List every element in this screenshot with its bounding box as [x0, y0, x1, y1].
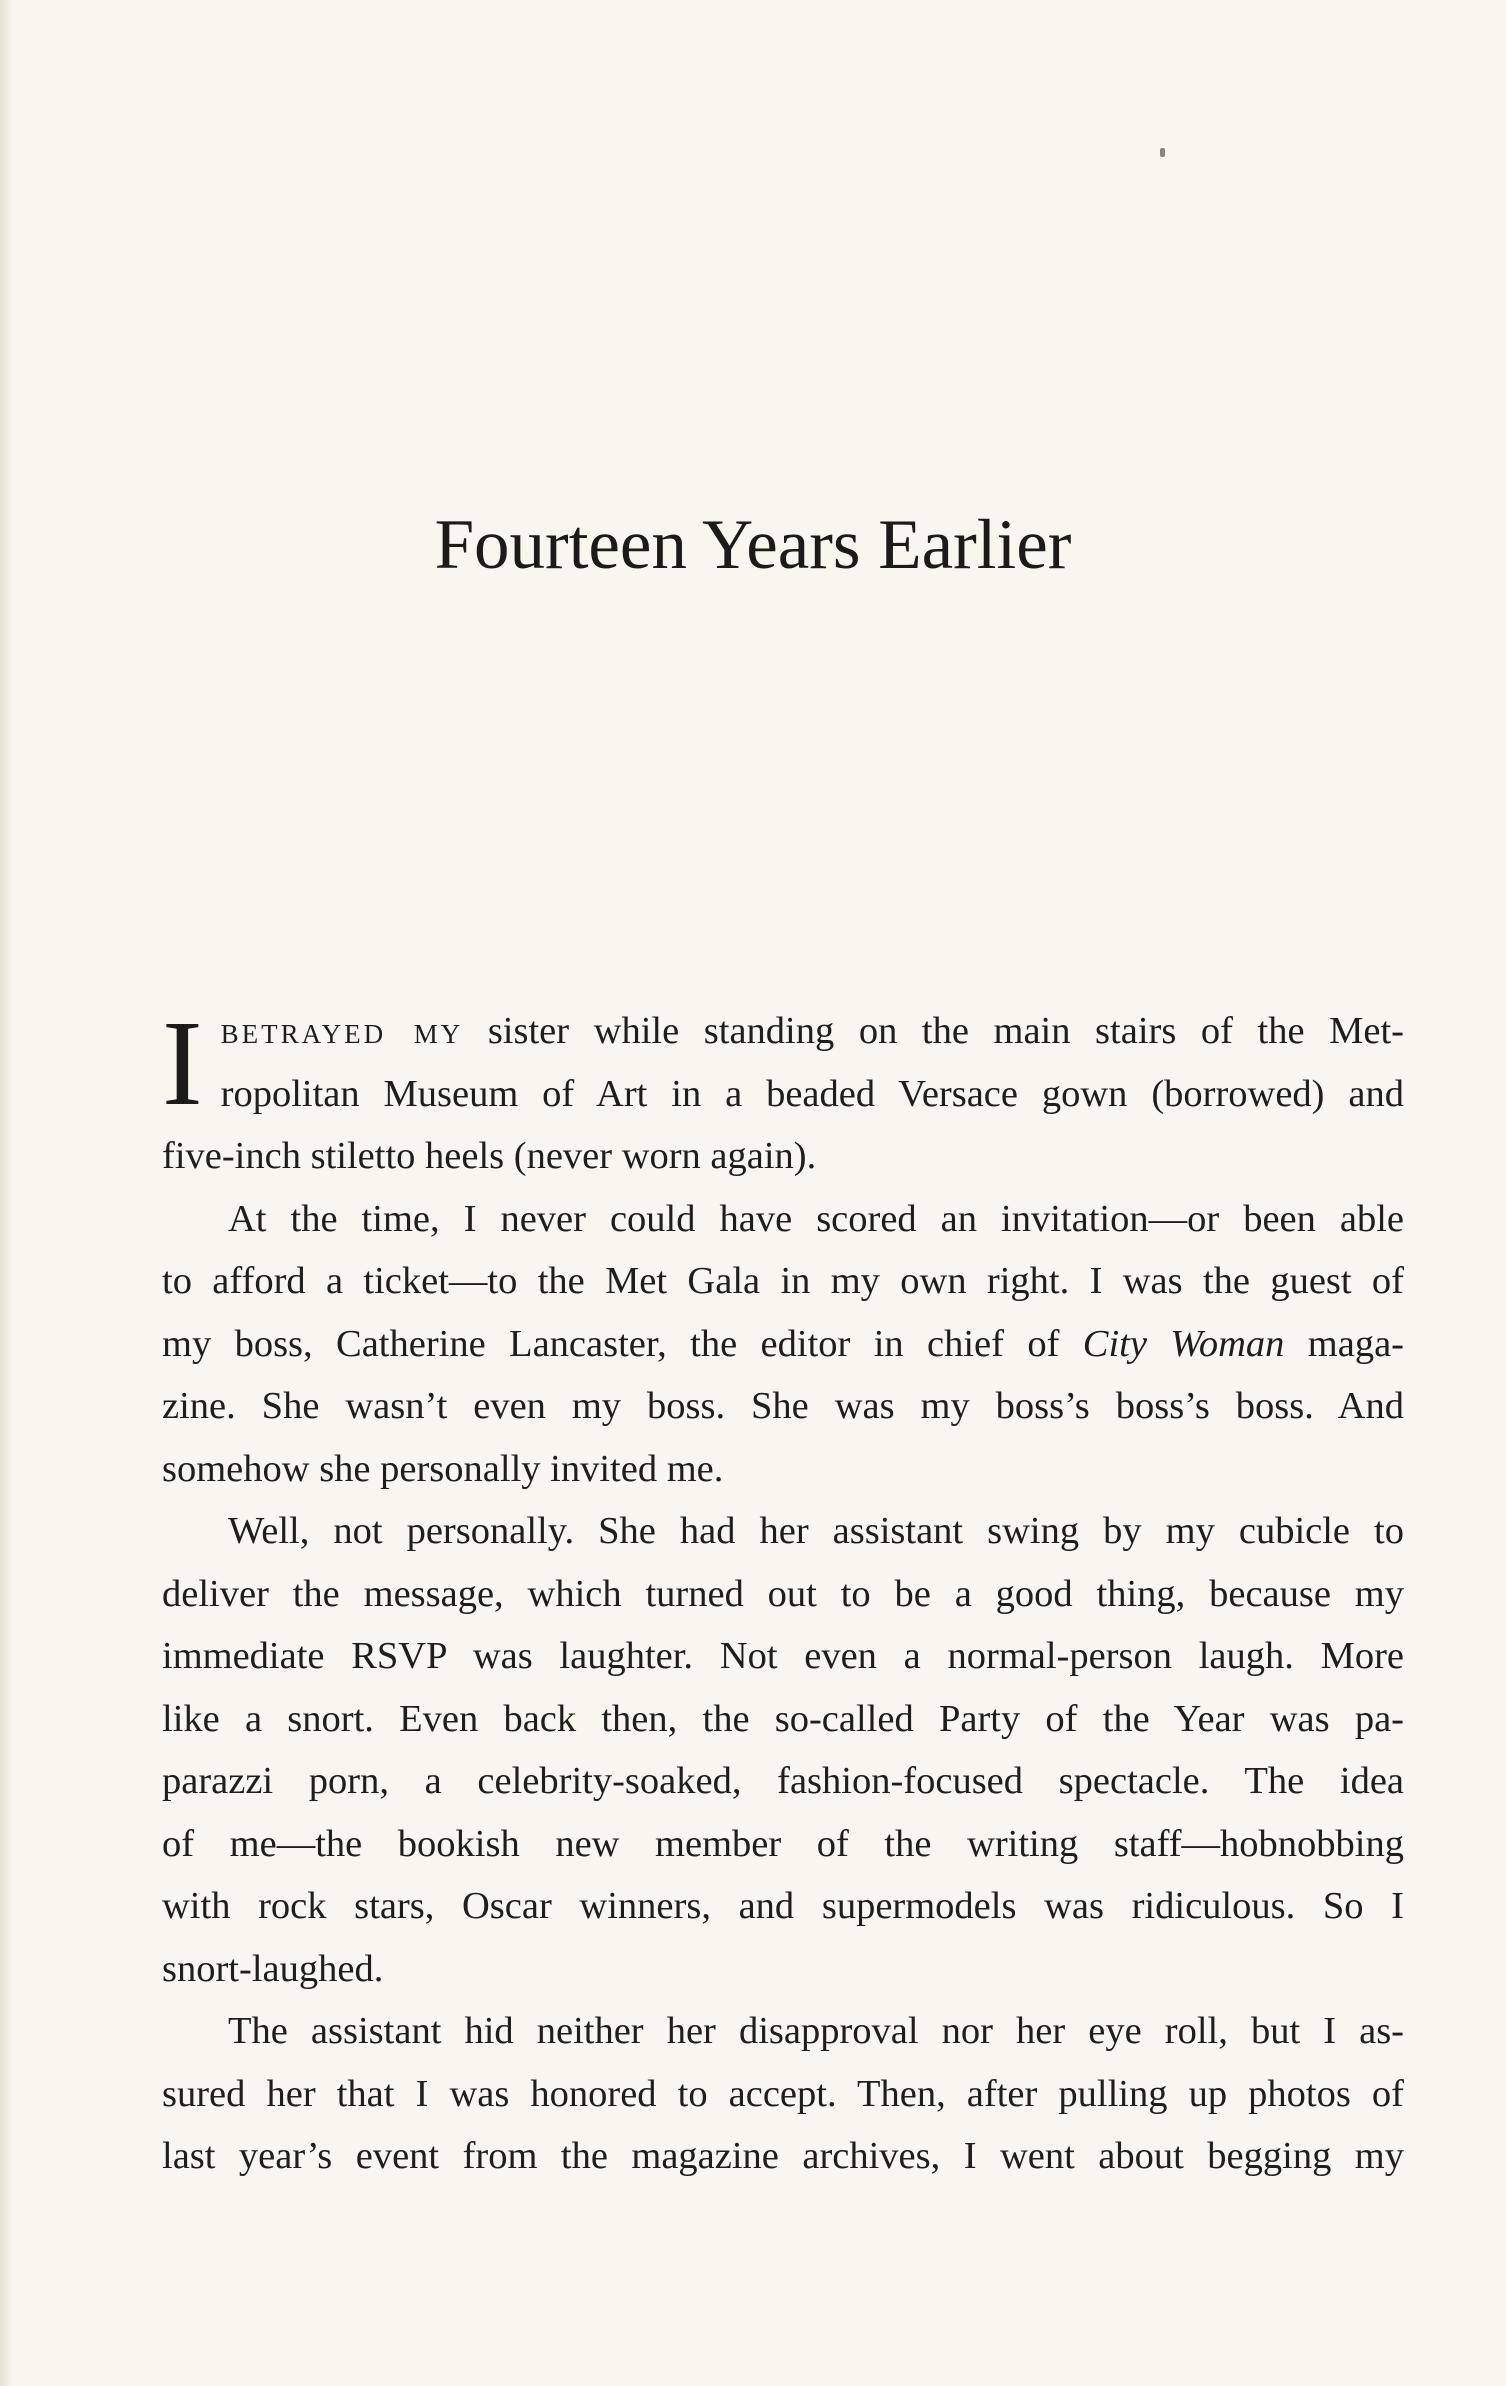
text-segment: maga-	[1284, 1322, 1404, 1365]
text-segment: my boss, Catherine Lancaster, the editor in chief of	[162, 1322, 1083, 1365]
small-caps-opening: betrayed my	[220, 1010, 464, 1052]
text-line: parazzi porn, a celebrity-soaked, fashion-focused spectacle. The idea	[162, 1760, 1404, 1802]
text-line: with rock stars, Oscar winners, and supermodels was ridiculous. So I	[162, 1885, 1404, 1927]
text-segment: sister while standing on the main stairs of the Met-	[463, 1010, 1404, 1052]
text-line: The assistant hid neither her disapproval nor her eye roll, but I as-	[228, 2010, 1404, 2052]
text-line: deliver the message, which turned out to be a good thing, because my	[162, 1572, 1404, 1615]
chapter-body	[162, 996, 1404, 2188]
chapter-title: Fourteen Years Earlier	[434, 506, 1072, 584]
print-speck	[1160, 148, 1165, 157]
text-line: to afford a ticket—to the Met Gala in my own right. I was the guest of	[162, 1260, 1404, 1302]
text-line: of me—the bookish new member of the writing staff—hobnobbing	[162, 1822, 1404, 1865]
paragraph-1	[162, 996, 1404, 1188]
text-line: At the time, I never could have scored an invitation—or been able	[228, 1197, 1404, 1240]
text-line: immediate RSVP was laughter. Not even a normal-person laugh. More	[162, 1635, 1404, 1677]
text-line	[162, 1000, 1404, 1063]
text-line: zine. She wasn’t even my boss. She was my boss’s boss’s boss. And	[162, 1385, 1404, 1427]
text-line: five-inch stiletto heels (never worn again).	[162, 1135, 817, 1177]
text-line	[162, 1313, 1404, 1376]
page-edge-shadow	[0, 0, 14, 2386]
text-line: snort-laughed.	[162, 1947, 384, 1990]
text-line: last year’s event from the magazine archives, I went about begging my	[162, 2135, 1404, 2177]
text-line: ropolitan Museum of Art in a beaded Versace gown (borrowed) and	[220, 1072, 1404, 1115]
paragraph-4	[162, 2000, 1404, 2188]
text-line: sured her that I was honored to accept. Then, after pulling up photos of	[162, 2072, 1404, 2115]
paragraph-3	[162, 1500, 1404, 2000]
drop-cap: I	[162, 996, 203, 1131]
text-line: Well, not personally. She had her assistant swing by my cubicle to	[228, 1510, 1404, 1552]
text-line: somehow she personally invited me.	[162, 1447, 724, 1490]
magazine-title: City Woman	[1082, 1322, 1285, 1365]
paragraph-2	[162, 1188, 1404, 1501]
text-line: like a snort. Even back then, the so-called Party of the Year was pa-	[162, 1697, 1404, 1740]
